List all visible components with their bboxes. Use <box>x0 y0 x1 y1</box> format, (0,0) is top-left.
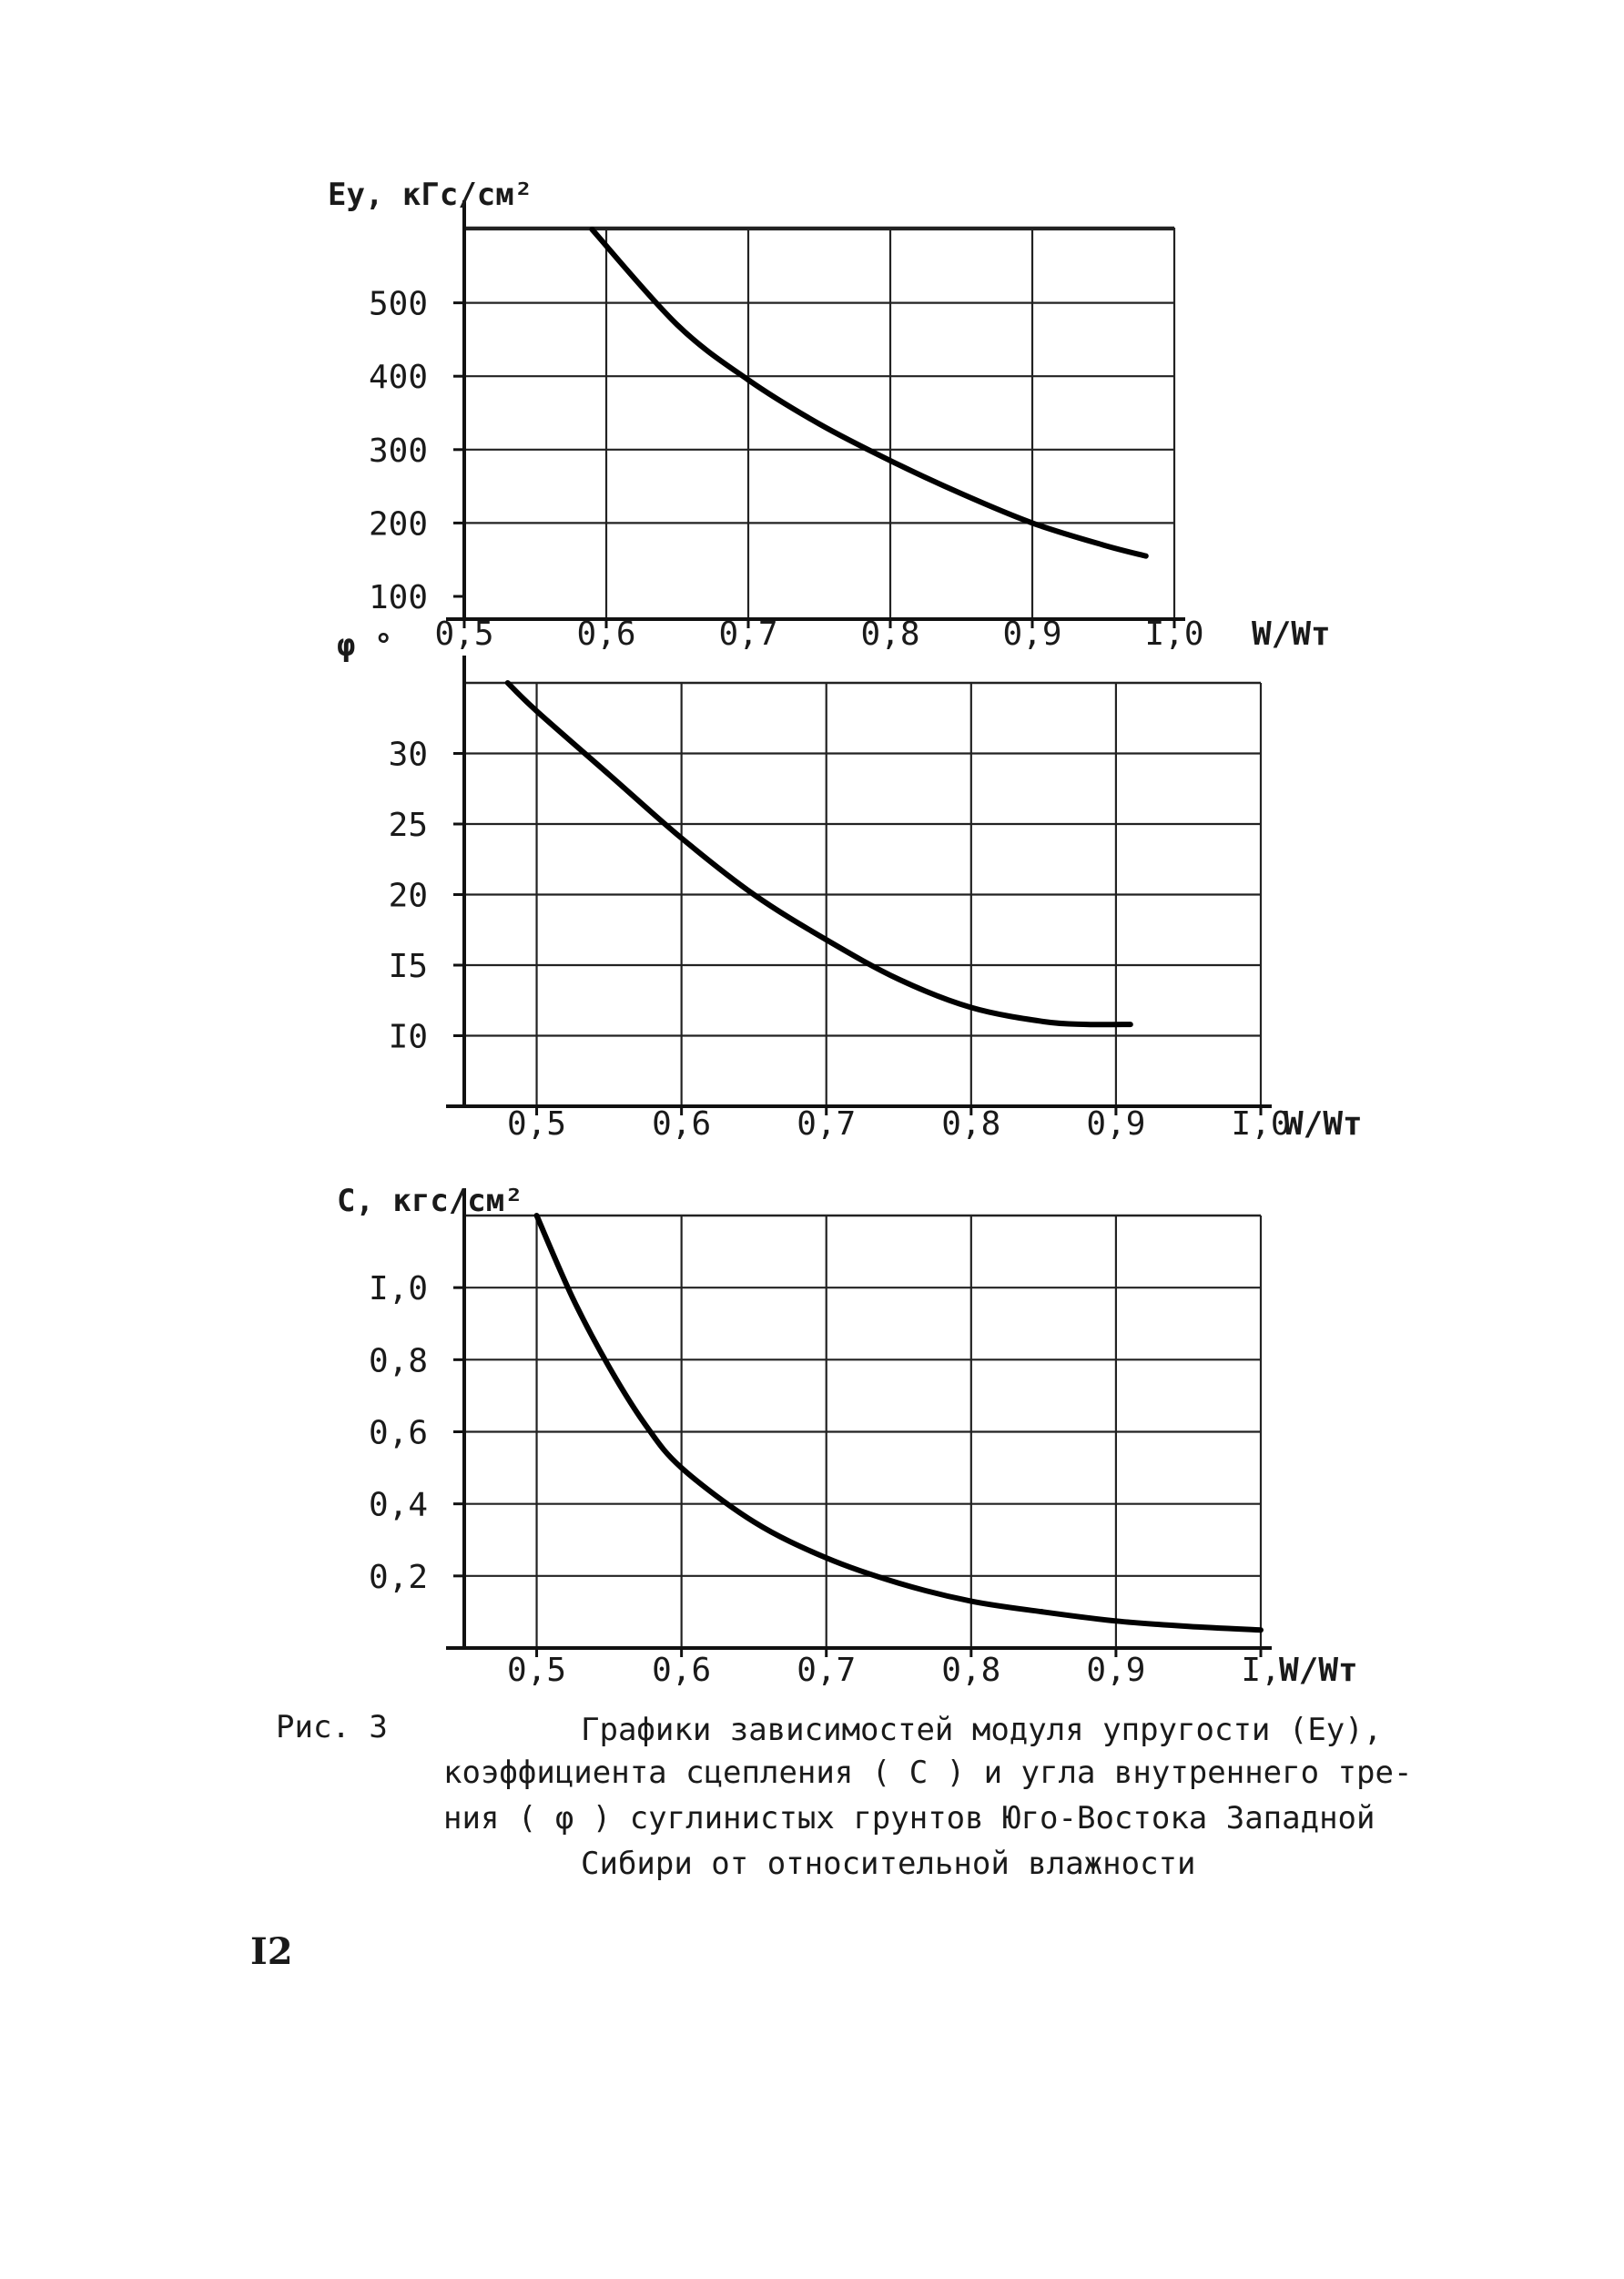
y-tick-label: 400 <box>368 359 428 397</box>
y-tick-label: 30 <box>388 736 428 774</box>
x-tick-label: 0,8 <box>860 616 920 653</box>
chart-friction-angle <box>337 627 1363 1143</box>
y-tick-label: 0,2 <box>368 1558 428 1596</box>
y-tick-label: 25 <box>388 807 428 844</box>
y-tick-label: I,0 <box>368 1270 428 1308</box>
x-tick-label: 0,8 <box>941 1105 1001 1143</box>
y-tick-label: 300 <box>368 432 428 470</box>
y-axis-label: Eу, кГс/см² <box>328 177 533 213</box>
y-tick-label: I0 <box>388 1018 428 1056</box>
x-tick-label: 0,8 <box>941 1652 1001 1689</box>
y-tick-label: 100 <box>368 579 428 616</box>
series-line <box>592 229 1145 556</box>
series-line <box>508 683 1131 1024</box>
chart-cohesion <box>337 1183 1358 1689</box>
x-tick-label: 0,5 <box>507 1105 567 1143</box>
x-tick-label: 0,7 <box>718 616 778 653</box>
y-tick-label: 200 <box>368 505 428 544</box>
y-axis-label: C, кгс/см² <box>337 1183 523 1219</box>
y-axis-label: φ ° <box>337 627 393 664</box>
figure-label: Рис. 3 <box>276 1709 388 1745</box>
x-tick-label: I,0 <box>1231 1105 1291 1143</box>
x-tick-label: 0,6 <box>652 1105 712 1143</box>
x-tick-label: 0,7 <box>797 1652 857 1689</box>
x-axis-label: W/Wт <box>1279 1652 1358 1689</box>
x-axis-label: W/Wт <box>1284 1105 1363 1143</box>
caption-line-3: ния ( φ ) суглинистых грунтов Юго-Востока Западной <box>443 1800 1375 1836</box>
x-tick-label: 0,6 <box>652 1652 712 1689</box>
x-tick-label: I,0 <box>1144 616 1204 653</box>
y-tick-label: 0,6 <box>368 1414 428 1452</box>
x-axis-label: W/Wт <box>1252 616 1331 653</box>
y-tick-label: 500 <box>368 285 428 323</box>
y-tick-label: 0,4 <box>368 1486 428 1524</box>
y-tick-label: 0,8 <box>368 1342 428 1380</box>
x-tick-label: 0,9 <box>1002 616 1062 653</box>
x-tick-label: 0,7 <box>797 1105 857 1143</box>
y-tick-label: I5 <box>388 948 428 985</box>
y-tick-label: 20 <box>388 877 428 915</box>
caption-line-4: Сибири от относительной влажности <box>581 1846 1196 1882</box>
x-tick-label: 0,5 <box>507 1652 567 1689</box>
x-tick-label: I, <box>1241 1652 1281 1689</box>
x-tick-label: 0,5 <box>434 616 494 653</box>
chart-elasticity-modulus <box>328 177 1331 653</box>
series-line <box>537 1216 1261 1630</box>
x-tick-label: 0,9 <box>1086 1652 1146 1689</box>
x-tick-label: 0,9 <box>1086 1105 1146 1143</box>
caption-line-1: Графики зависимостей модуля упругости (Eу), <box>581 1712 1383 1748</box>
caption-line-2: коэффициента сцепления ( C ) и угла внутреннего тре- <box>443 1755 1413 1791</box>
page-number: I2 <box>250 1930 293 1973</box>
x-tick-label: 0,6 <box>576 616 636 653</box>
